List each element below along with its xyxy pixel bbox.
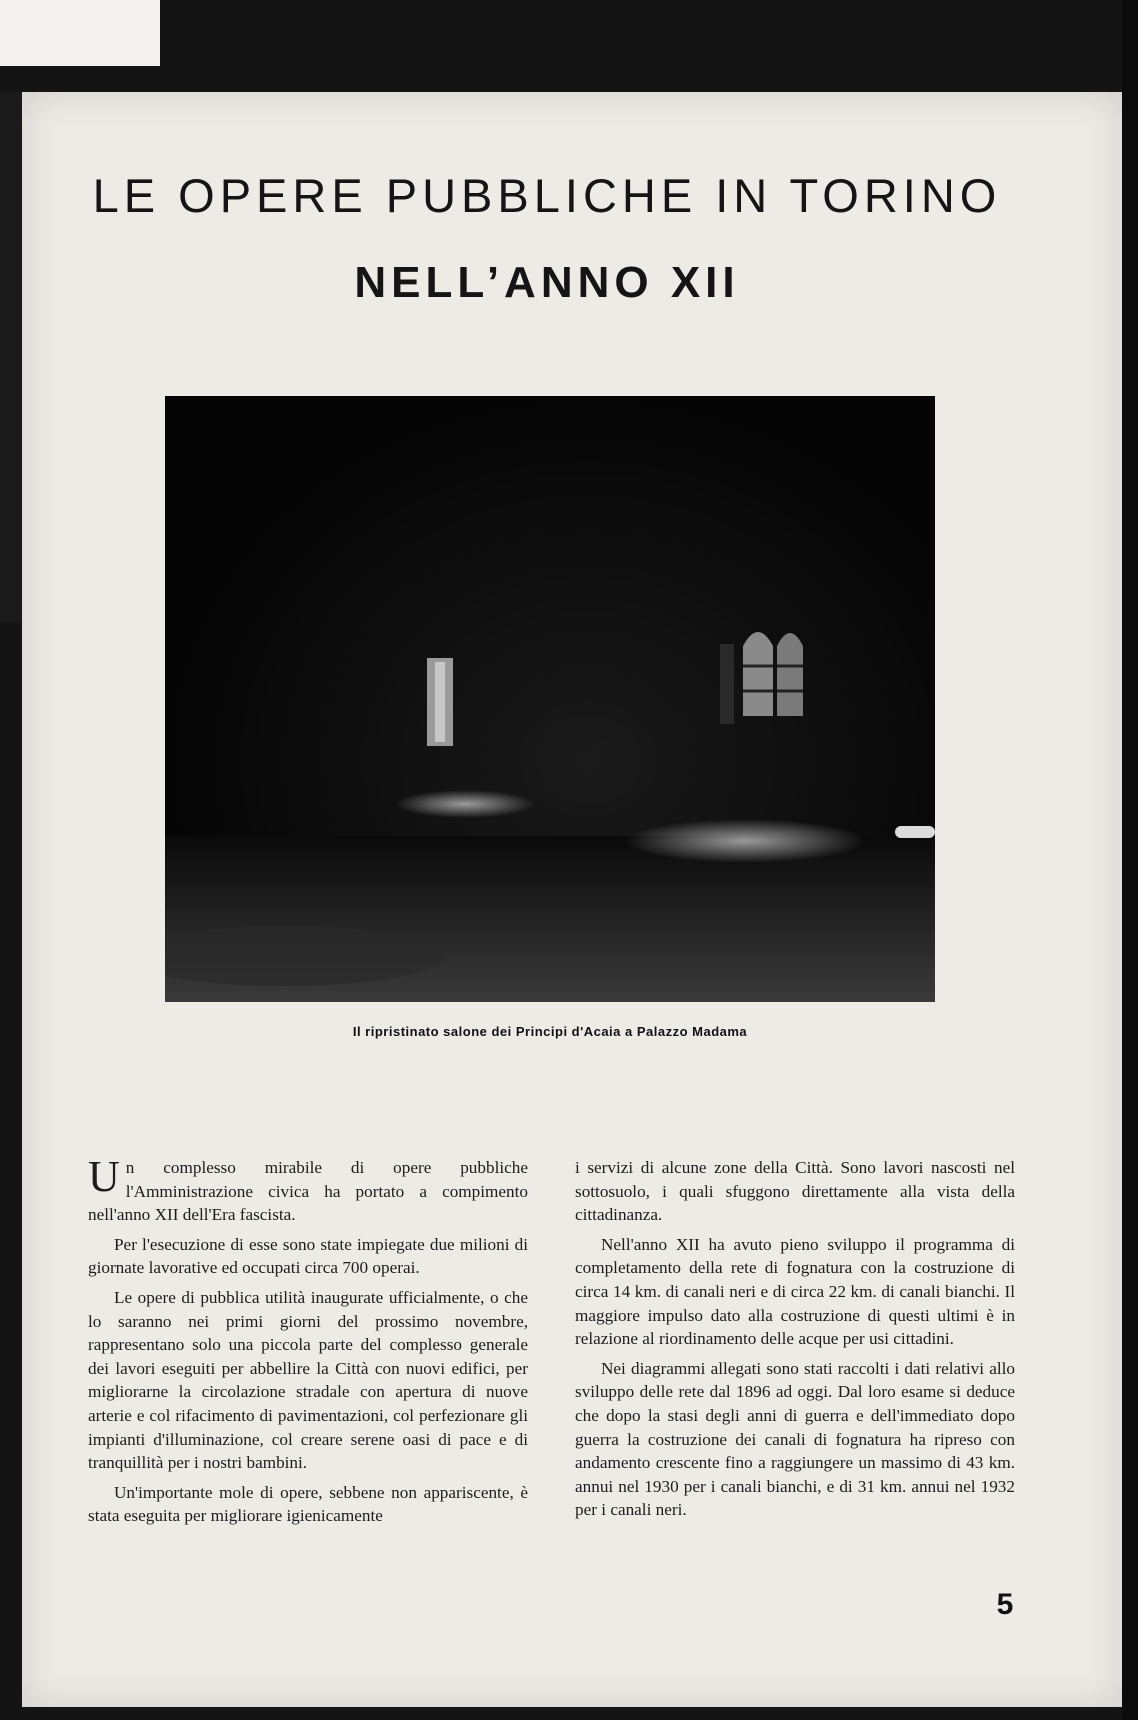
floor-light-left [395, 790, 535, 818]
left-window-light [435, 662, 445, 742]
page-subtitle: NELL’ANNO XII [354, 258, 740, 307]
page-number: 5 [996, 1588, 1014, 1621]
article-paragraph: Per l'esecuzione di esse sono state impiegate due milioni di giornate lavorative ed occupati circa 700 operai. [88, 1234, 528, 1278]
photo-caption: Il ripristinato salone dei Principi d'Acaia a Palazzo Madama [352, 1024, 748, 1039]
arched-window-2 [777, 633, 803, 716]
scan-left-edge [0, 92, 22, 622]
article-column-right [575, 1156, 1015, 1528]
page-title: LE OPERE PUBBLICHE IN TORINO [92, 169, 1002, 222]
scan-right-edge [1122, 0, 1138, 1720]
article-paragraph [88, 1152, 528, 1227]
article-paragraph: Nei diagrammi allegati sono stati raccolti i dati relativi allo sviluppo delle rete dal 1896 ad oggi. Dal loro esame si deduce che dopo la stasi degli anni di guerra e dell'immediato dopo guerra la costruzione dei canali di fognatura ha ripreso con andamento crescente fino a raggiungere un massimo di 43 km. annui nel 1930 per i canali bianchi, e di 31 km. annui nel 1932 per i canali neri. [575, 1358, 1015, 1520]
arched-window-1 [743, 632, 773, 716]
article-paragraph: Un'importante mole di opere, sebbene non appariscente, è stata eseguita per migliorare igienicamente [88, 1482, 528, 1526]
window-jamb [720, 644, 734, 724]
article-paragraph: Nell'anno XII ha avuto pieno sviluppo il programma di completamento della rete di fognatura con la costruzione di circa 14 km. di canali neri e di circa 22 km. di canali bianchi. Il maggiore impulso dato alla costruzione di questi ultimi è in relazione al riordinamento delle acque per usi cittadini. [575, 1234, 1015, 1349]
hall-photo-illustration [165, 396, 935, 1002]
paragraph-text: n complesso mirabile di opere pubbliche l'Amministrazione civica ha portato a compimento nell'anno XII dell'Era fascista. [88, 1158, 528, 1225]
hall-photo [165, 396, 935, 1002]
article-paragraph: Le opere di pubblica utilità inaugurate ufficialmente, o che lo saranno nei primi giorni del prossimo novembre, rappresentano solo una piccola parte del complesso generale dei lavori eseguiti per abbellire la Città con nuovi edifici, per migliorarne la circolazione stradale con apertura di nuove arterie e col rifacimento di pavimentazioni, col perfezionare gli impianti d'illuminazione, col creare serene oasi di pace e di tranquillità per i nostri bambini. [88, 1287, 528, 1473]
drop-cap: U [88, 1152, 120, 1201]
floor-light-right [625, 819, 865, 863]
article-column-left [88, 1152, 528, 1534]
light-streak [895, 826, 935, 838]
scan-corner [0, 0, 160, 66]
article-paragraph: i servizi di alcune zone della Città. Sono lavori nascosti nel sottosuolo, i quali sfuggono direttamente alla vista della cittadinanza. [575, 1158, 1015, 1225]
